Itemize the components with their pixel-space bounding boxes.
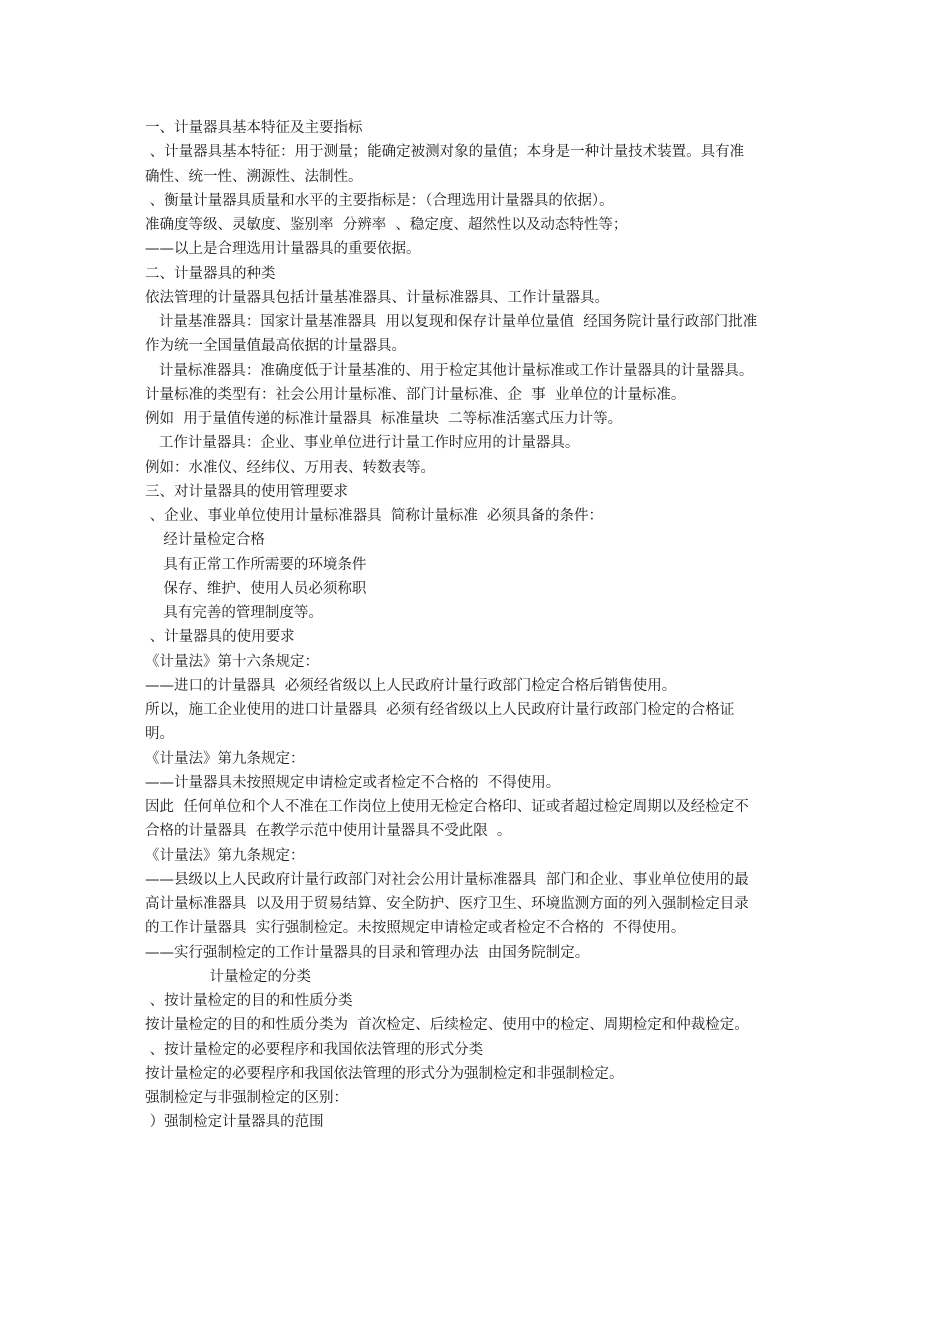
text-line: 一、计量器具基本特征及主要指标 (145, 120, 363, 136)
text-line: 具有完善的管理制度等。 (145, 605, 323, 621)
text-line: 确性、统一性、溯源性、法制性。 (145, 168, 363, 185)
text-line: ）强制检定计量器具的范围 (145, 1114, 324, 1131)
text-line: 的工作计量器具 实行强制检定。未按照规定申请检定或者检定不合格的 不得使用。 (145, 920, 686, 937)
text-line: 依法管理的计量器具包括计量基准器具、计量标准器具、工作计量器具。 (145, 289, 609, 306)
text-line: 、衡量计量器具质量和水平的主要指标是：（合理选用计量器具的依据）。 (145, 192, 614, 209)
text-line: 计量标准器具：准确度低于计量基准的、用于检定其他计量标准或工作计量器具的计量器具。 (145, 362, 754, 379)
text-line: 工作计量器具：企业、事业单位进行计量工作时应用的计量器具。 (145, 435, 580, 452)
text-line: 高计量标准器具 以及用于贸易结算、安全防护、医疗卫生、环境监测方面的列入强制检定目录 (145, 896, 749, 912)
text-line: 准确度等级、灵敏度、鉴别率 分辨率 、稳定度、超然性以及动态特性等； (145, 217, 628, 233)
text-line: 《计量法》第十六条规定： (145, 653, 319, 670)
text-line: 《计量法》第九条规定： (145, 750, 305, 767)
text-line: 按计量检定的目的和性质分类为 首次检定、后续检定、使用中的检定、周期检定和仲裁检定。 (145, 1017, 749, 1034)
text-line: 二、计量器具的种类 (145, 265, 276, 282)
text-line: 、计量器具基本特征：用于测量；能确定被测对象的量值；本身是一种计量技术装置。具有准 (145, 144, 745, 161)
text-line: 《计量法》第九条规定： (145, 847, 305, 864)
text-line: 按计量检定的必要程序和我国依法管理的形式分为强制检定和非强制检定。 (145, 1065, 624, 1082)
text-line: 计量检定的分类 (145, 968, 312, 985)
text-line: 因此 任何单位和个人不准在工作岗位上使用无检定合格印、证或者超过检定周期以及经检定不 (145, 799, 749, 815)
text-line: 计量标准的类型有：社会公用计量标准、部门计量标准、企 事 业单位的计量标准。 (145, 386, 686, 403)
text-line: ——以上是合理选用计量器具的重要依据。 (145, 241, 421, 258)
text-line: 、计量器具的使用要求 (145, 629, 295, 646)
text-line: 例如：水准仪、经纬仪、万用表、转数表等。 (145, 459, 435, 476)
text-line: 计量基准器具：国家计量基准器具 用以复现和保存计量单位量值 经国务院计量行政部门批准 (145, 314, 758, 330)
text-line: 经计量检定合格 (145, 532, 265, 549)
text-line: 明。 (145, 726, 174, 743)
text-line: 、企业、事业单位使用计量标准器具 简称计量标准 必须具备的条件： (145, 508, 604, 524)
text-line: 保存、维护、使用人员必须称职 (145, 580, 367, 597)
text-line: ——进口的计量器具 必须经省级以上人民政府计量行政部门检定合格后销售使用。 (145, 677, 677, 694)
text-line: 具有正常工作所需要的环境条件 (145, 556, 367, 573)
text-line: 所以，施工企业使用的进口计量器具 必须有经省级以上人民政府计量行政部门检定的合格证 (145, 702, 735, 718)
text-line: ——计量器具未按照规定申请检定或者检定不合格的 不得使用。 (145, 774, 561, 791)
text-line: 合格的计量器具 在教学示范中使用计量器具不受此限 。 (145, 823, 512, 840)
text-line: 三、对计量器具的使用管理要求 (145, 483, 348, 500)
text-line: 强制检定与非强制检定的区别： (145, 1090, 348, 1106)
text-line: ——实行强制检定的工作计量器具的目录和管理办法 由国务院制定。 (145, 944, 590, 961)
text-line: 、按计量检定的必要程序和我国依法管理的形式分类 (145, 1041, 484, 1058)
text-line: 、按计量检定的目的和性质分类 (145, 993, 353, 1009)
text-line: ——县级以上人民政府计量行政部门对社会公用计量标准器具 部门和企业、事业单位使用的最 (145, 871, 749, 888)
text-line: 例如 用于量值传递的标准计量器具 标准量块 二等标准活塞式压力计等。 (145, 411, 623, 427)
text-line: 作为统一全国量值最高依据的计量器具。 (145, 338, 406, 355)
